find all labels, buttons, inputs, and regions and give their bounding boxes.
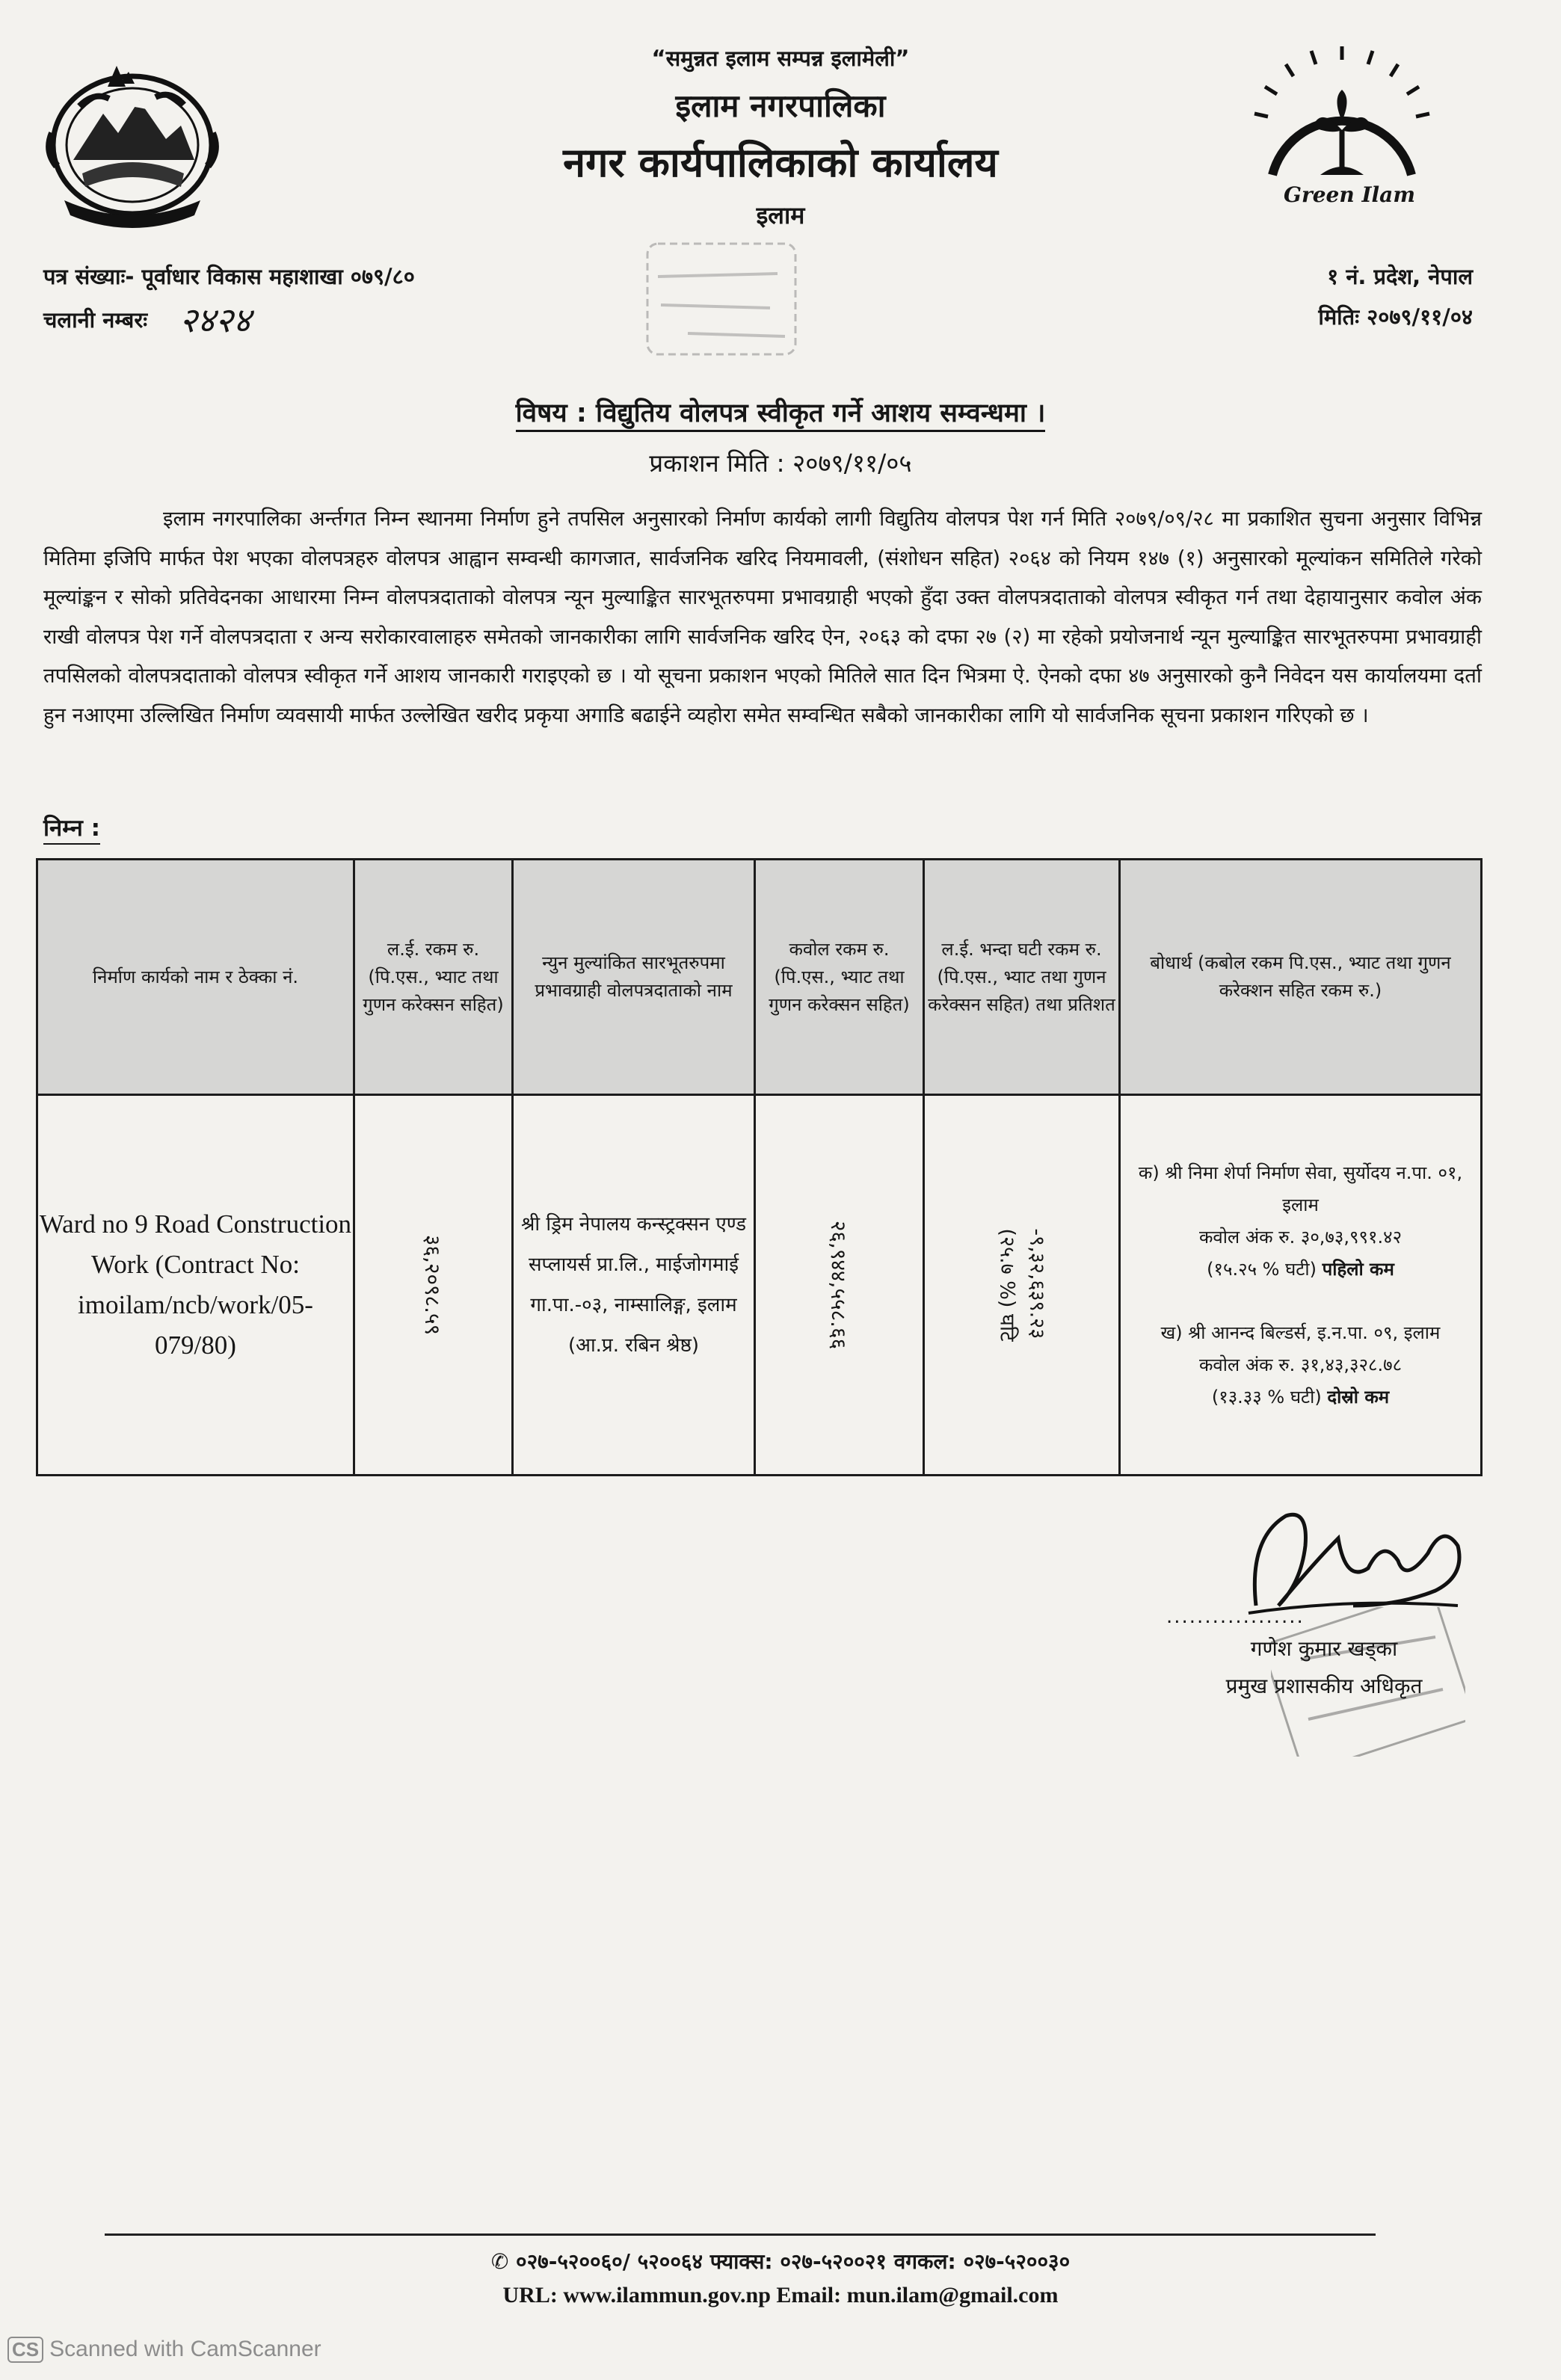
- remark-b-amount: कवोल अंक रु. ३१,४३,३२८.७८: [1198, 1354, 1403, 1375]
- remark-a-amount: कवोल अंक रु. ३०,७३,९९१.४२: [1198, 1226, 1403, 1248]
- header-bidder: न्युन मुल्यांकित सारभूतरुपमा प्रभावग्राही वोलपत्रदाताको नाम: [513, 860, 755, 1095]
- below-amount: -९,३२,६३९.२३: [1025, 1228, 1049, 1339]
- header-below-estimate: ल.ई. भन्दा घटी रकम रु. (पि.एस., भ्याट तथा गुणन करेक्सन सहित) तथा प्रतिशत: [924, 860, 1120, 1095]
- below-percent: (२५.७ %) घटि: [995, 1228, 1019, 1342]
- header-bid-amount: कवोल रकम रु. (पि.एस., भ्याट तथा गुणन करेक्सन सहित): [755, 860, 924, 1095]
- footer-divider: [105, 2233, 1376, 2236]
- estimate-cell: [354, 1095, 513, 1476]
- publish-date: प्रकाशन मिति : २०७९/११/०५: [649, 448, 912, 478]
- letter-number: पत्र संख्याः- पूर्वाधार विकास महाशाखा ०७९/८०: [43, 264, 415, 289]
- remark-a-percent: (१५.२५ % घटी): [1207, 1258, 1317, 1280]
- table-row: [37, 1095, 1482, 1476]
- bid-amount-cell: [755, 1095, 924, 1476]
- camscanner-icon: CS: [7, 2337, 43, 2363]
- signatory-name: गणेश कुमार खड्का: [1250, 1636, 1398, 1661]
- remark-b-percent: (१३.३३ % घटी): [1211, 1386, 1322, 1408]
- camscanner-text: Scanned with CamScanner: [49, 2337, 321, 2361]
- remark-a-percent-line: [1128, 1254, 1473, 1286]
- dispatch-number-handwritten: २४२४: [179, 300, 251, 340]
- notice-body-paragraph: इलाम नगरपालिका अर्न्तगत निम्न स्थानमा निर्माण हुने तपसिल अनुसारको निर्माण कार्यको लागी विद्युतिय वोलपत्र पेश गर्न मिति २०७९/०९/२८ मा प्रकाशित सुचना अनुसार विभिन्न मितिमा इजिपि मार्फत पेश भएका वोलपत्रहरु वोलपत्र आह्वान सम्वन्धी कागजात, सार्वजनिक खरिद नियमावली, (संशोधन सहित) २०६४ को नियम १४७ (१) अनुसारको मूल्यांकन समितिले गरेको मूल्यांङ्कन र सोको प्रतिवेदनका आधारमा निम्न वोलपत्रदाताको वोलपत्र न्यून मुल्याङ्कित सारभूतरुपमा प्रभावग्राही भएको हुँदा उक्त वोलपत्रदाताको वोलपत्र स्वीकृत गर्न तथा देहायानुसार कवोल अंक राखी वोलपत्र पेश गर्ने वोलपत्रदाता र अन्य सरोकारवालाहरु समेतको जानकारीका लागि सार्वजनिक खरिद ऐन, २०६३ को दफा २७ (२) मा रहेको प्रयोजनार्थ न्यून मुल्याङ्कित सारभूतरुपमा प्रभावग्राही तपसिलको वोलपत्रदाताको वोलपत्र स्वीकृत गर्ने आशय जानकारी गराइएको छ । यो सूचना प्रकाशन भएको मितिले सात दिन भित्रमा ऐ. ऐनको दफा ४७ अनुसारको कुनै निवेदन यस कार्यालयमा दर्ता हुन नआएमा उल्लिखित निर्माण व्यवसायी मार्फत उल्लेखित खरीद प्रकृया अगाडि बढाईने व्यहोरा समेत सम्वन्धित सबैको जानकारीका लागि यो सार्वजनिक सूचना प्रकाशन गरिएको छ ।: [43, 507, 1482, 727]
- remarks-cell: [1120, 1095, 1482, 1476]
- header-work-name: निर्माण कार्यको नाम र ठेक्का नं.: [37, 860, 354, 1095]
- dispatch-number-label: चलानी नम्बरः: [43, 307, 148, 333]
- signature-dots: ..................: [1166, 1606, 1305, 1628]
- below-estimate-cell: [924, 1095, 1120, 1476]
- phone-icon: ✆: [490, 2249, 517, 2274]
- header-estimate: ल.ई. रकम रु. (पि.एस., भ्याट तथा गुणन करेक्सन सहित): [354, 860, 513, 1095]
- letter-date: मितिः २०७९/११/०४: [1318, 304, 1473, 330]
- subject-text: विषय : विद्युतिय वोलपत्र स्वीकृत गर्ने आशय सम्वन्धमा ।: [516, 398, 1046, 432]
- bid-table: [36, 858, 1483, 1476]
- remark-b-rank: दोस्रो कम: [1327, 1386, 1390, 1408]
- province: १ नं. प्रदेश, नेपाल: [1327, 264, 1473, 289]
- bid-amount-value: २६,९४४,५५८.६६: [826, 1220, 852, 1350]
- motto: “समुन्नत इलाम सम्पन्न इलामेली”: [651, 46, 910, 71]
- remark-b-name: ख) श्री आनन्द बिल्डर्स, इ.न.पा. ०९, इलाम: [1160, 1322, 1441, 1343]
- registration-stamp: [643, 239, 800, 359]
- footer-phone: [0, 2247, 1561, 2275]
- remark-a-name: क) श्री निमा शेर्पा निर्माण सेवा, सुर्योदय न.पा. ०१, इलाम: [1138, 1162, 1463, 1215]
- bidder-cell: श्री ड्रिम नेपालय कन्स्ट्रक्सन एण्ड सप्लायर्स प्रा.लि., माईजोगमाई गा.पा.-०३, नाम्सालिङ्ग, इलाम (आ.प्र. रबिन श्रेष्ठ): [513, 1095, 755, 1476]
- estimate-value: ३६,२०९८.५९: [420, 1234, 446, 1336]
- below-estimate-value: [992, 1228, 1052, 1341]
- signatory-title: प्रमुख प्रशासकीय अधिकृत: [1225, 1674, 1423, 1698]
- following-label: निम्न :: [43, 812, 100, 845]
- remark-b-percent-line: [1128, 1381, 1473, 1413]
- footer-url-email: URL: www.ilammun.gov.np Email: mun.ilam@gmail.com: [502, 2283, 1059, 2307]
- green-ilam-label: Green Ilam: [1284, 182, 1415, 207]
- camscanner-watermark: [7, 2337, 321, 2363]
- header-remarks: बोधार्थ (कबोल रकम पि.एस., भ्याट तथा गुणन करेक्शन सहित रकम रु.): [1120, 860, 1482, 1095]
- municipality-name: इलाम नगरपालिका: [675, 87, 886, 124]
- footer-phone-text: ०२७-५२००६०/ ५२००६४ फ्याक्स: ०२७-५२००२१ वगकल: ०२७-५२००३०: [516, 2249, 1071, 2274]
- office-location: इलाम: [756, 201, 805, 229]
- office-name: नगर कार्यपालिकाको कार्यालय: [563, 139, 998, 186]
- remark-a-rank: पहिलो कम: [1322, 1258, 1394, 1280]
- nepal-emblem-logo: [34, 61, 230, 235]
- work-name-cell: Ward no 9 Road Construction Work (Contract No: imoilam/ncb/work/05-079/80): [37, 1095, 354, 1476]
- subject-line: [0, 395, 1561, 430]
- table-header-row: [37, 860, 1482, 1095]
